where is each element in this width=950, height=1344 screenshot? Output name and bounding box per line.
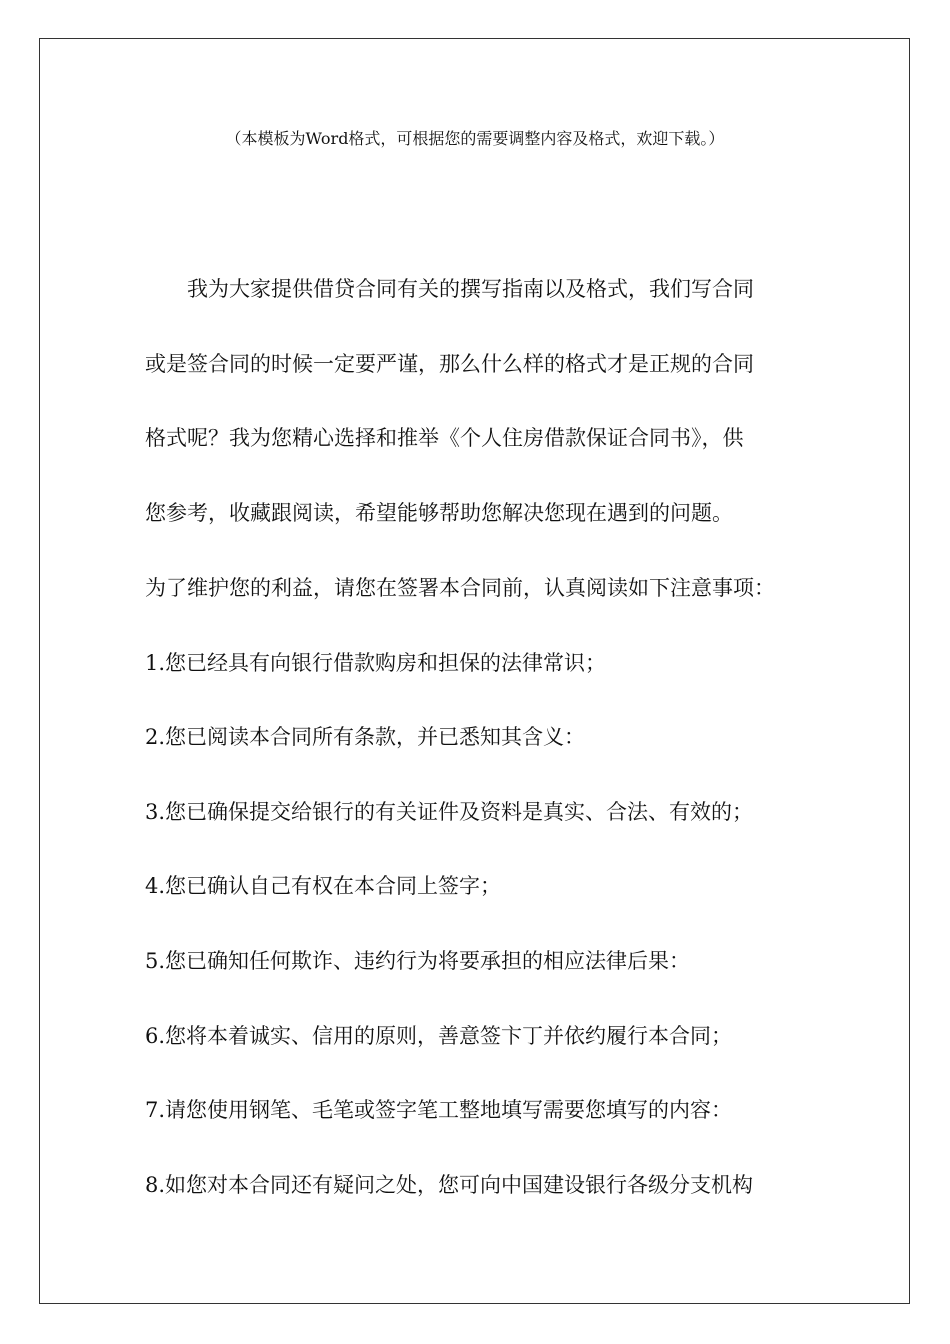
template-note: （本模板为Word格式，可根据您的需要调整内容及格式，欢迎下载。） [225,129,725,148]
notice-title: 为了维护您的利益，请您在签署本合同前，认真阅读如下注意事项： [145,576,775,600]
notice-item-8: 8.如您对本合同还有疑问之处，您可向中国建设银行各级分支机构 [145,1173,754,1197]
notice-item-7: 7.请您使用钢笔、毛笔或签字笔工整地填写需要您填写的内容： [145,1098,733,1122]
notice-item-3: 3.您已确保提交给银行的有关证件及资料是真实、合法、有效的； [145,800,754,824]
notice-item-1: 1.您已经具有向银行借款购房和担保的法律常识； [145,651,607,675]
intro-line-2: 或是签合同的时候一定要严谨，那么什么样的格式才是正规的合同 [145,352,754,376]
intro-line-3: 格式呢？我为您精心选择和推举《个人住房借款保证合同书》，供 [145,426,744,450]
intro-line-4: 您参考，收藏跟阅读，希望能够帮助您解决您现在遇到的问题。 [145,501,733,525]
intro-line-1: 我为大家提供借贷合同有关的撰写指南以及格式，我们写合同 [187,277,754,301]
notice-item-6: 6.您将本着诚实、信用的原则，善意签卞丁并依约履行本合同； [145,1024,733,1048]
notice-item-4: 4.您已确认自己有权在本合同上签字； [145,874,502,898]
notice-item-2: 2.您已阅读本合同所有条款，并已悉知其含义： [145,725,586,749]
notice-item-5: 5.您已确知任何欺诈、违约行为将要承担的相应法律后果： [145,949,691,973]
